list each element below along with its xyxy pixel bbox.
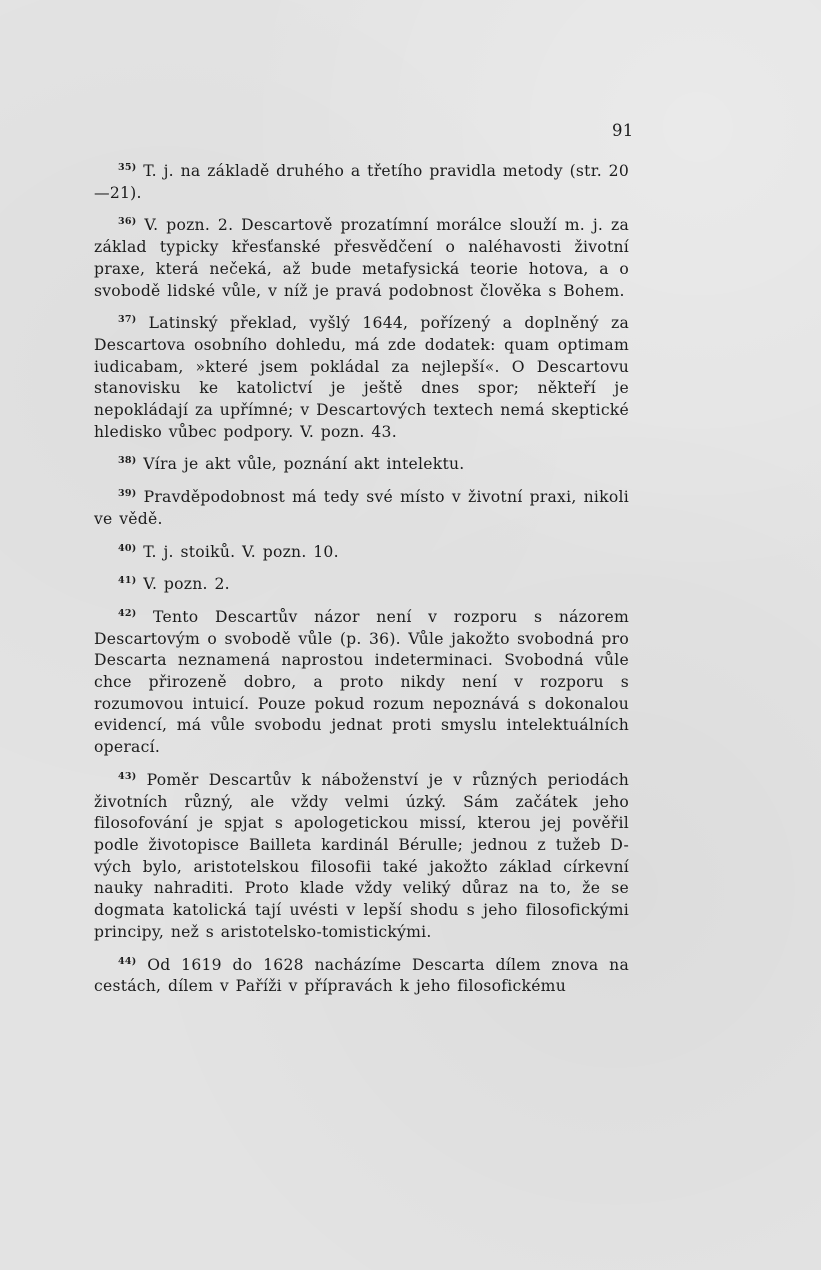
footnote-text: Od 1619 do 1628 nacházíme Descarta dílem znova na cestách, dílem v Paříži v přípravách k jeho filosofickému (94, 955, 629, 996)
footnote-marker: 40) (118, 542, 137, 554)
footnote-35 (94, 161, 629, 204)
footnote-text: T. j. stoiků. V. pozn. 10. (143, 542, 339, 561)
footnote-42 (94, 607, 629, 759)
footnote-marker: 35) (118, 162, 137, 173)
footnote-41 (94, 574, 629, 596)
footnote-marker: 44) (118, 955, 137, 967)
footnote-text: V. pozn. 2. Descartově prozatímní morálce slouží m. j. za základ typicky křesťanské přesvědčení o naléhavosti životní praxe, která nečeká, až bude metafysická teorie hotova, a o svobodě lidské vůle, v níž je pravá podobnost člověka s Bohem. (94, 216, 629, 300)
footnote-40 (94, 542, 629, 564)
footnote-37 (94, 313, 629, 443)
footnote-text: V. pozn. 2. (143, 575, 230, 594)
footnote-39 (94, 487, 629, 530)
footnote-44 (94, 955, 629, 998)
footnote-marker: 36) (118, 216, 137, 228)
footnote-marker: 42) (118, 607, 137, 619)
footnote-text: Latinský překlad, vyšlý 1644, pořízený a doplněný za Descartova osobního dohledu, má zde dodatek: quam optimam iudicabam, »které jsem pokládal za nejlepší«. O Descartovu stanovisku ke katolictví je ještě dnes spor; někteří je nepokládají za upřímné; v Descartových textech nemá skeptické hledisko vůbec podpory. V. pozn. 43. (94, 314, 630, 441)
footnote-marker: 41) (118, 575, 137, 587)
footnote-text: Pravděpodobnost má tedy své místo v životní praxi, nikoli ve vědě. (94, 488, 629, 528)
footnote-text: Víra je akt vůle, poznání akt intelektu. (143, 455, 465, 474)
footnote-marker: 37) (118, 314, 137, 326)
footnote-text: Poměr Descartův k náboženství je v různých periodách životních různý, ale vždy velmi úzký. Sám začátek jeho filosofování je spjat s apologetickou missí, kterou jej pověřil podle životopisce Bailleta kardinál Bérulle; jednou z tužeb D-vých bylo, aristotelskou filosofii také jakožto základ církevní nauky nahraditi. Proto klade vždy veliký důraz na to, že se dogmata katolická tají uvésti v lepší shodu s jeho filosofickými principy, než s aristotelsko-tomistickými. (94, 770, 629, 941)
footnote-marker: 43) (118, 770, 137, 782)
footnote-36 (94, 215, 629, 302)
footnote-38 (94, 454, 629, 476)
footnote-text: T. j. na základě druhého a třetího pravidla metody (str. 20—21). (94, 162, 629, 202)
footnote-marker: 38) (118, 455, 137, 467)
footnote-text: Tento Descartův názor není v rozporu s názorem Descartovým o svobodě vůle (p. 36). Vůle jakožto svobodná pro Descarta neznamená naprostou indeterminaci. Svobodná vůle chce přirozeně dobro, a proto nikdy není v rozporu s rozumovou intuicí. Pouze pokud rozum nepoznává s dokonalou evidencí, má vůle svobodu jednat proti smyslu intelektuálních operací. (94, 607, 629, 757)
page-number: 91 (612, 121, 634, 140)
footnote-43 (94, 770, 629, 944)
footnote-marker: 39) (118, 488, 137, 500)
footnotes (94, 161, 629, 1009)
